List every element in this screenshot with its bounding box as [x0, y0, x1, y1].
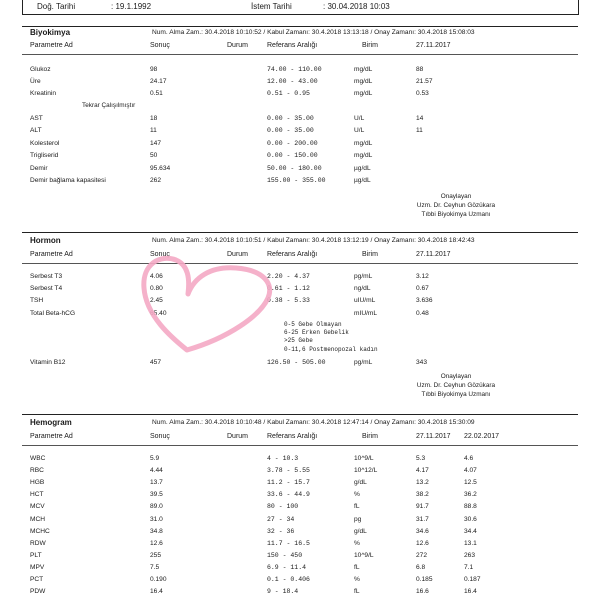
- request-date-label: İstem Tarihi: [251, 2, 292, 11]
- cell-name: MCHC: [30, 527, 50, 535]
- request-date-value: : 30.04.2018 10:03: [323, 2, 390, 11]
- col-ref: Referans Aralığı: [267, 251, 318, 258]
- cell-ref: 11.2 - 15.7: [267, 479, 310, 487]
- section-rule: [22, 414, 578, 415]
- cell-unit: %: [354, 491, 360, 499]
- cell-p2: 263: [464, 551, 476, 559]
- table-row: Demir 95.634 50.00 - 180.00 µg/dL: [30, 165, 371, 172]
- cell-ref: 3.78 - 5.55: [267, 467, 310, 475]
- section-rule: [22, 26, 578, 27]
- section-title: Biyokimya: [30, 28, 71, 37]
- cell-name: MPV: [30, 563, 45, 571]
- cell-unit: g/dL: [354, 527, 367, 535]
- col-ref: Referans Aralığı: [267, 433, 318, 440]
- cell-p1: 0.185: [416, 576, 433, 583]
- cell-p2: 4.6: [464, 455, 474, 462]
- cell-p2: 4.07: [464, 467, 477, 475]
- hcg-ref-note: 6-25 Erken Gebelik: [284, 329, 349, 336]
- table-row: TSH 2.45 0.38 - 5.33 uIU/mL 3.636: [30, 297, 433, 304]
- column-header: [22, 42, 578, 52]
- col-result: Sonuç: [150, 251, 170, 258]
- header-rule: [22, 263, 578, 264]
- cell-unit: %: [354, 576, 360, 583]
- col-status: Durum: [227, 251, 249, 258]
- approver-signature: Onaylayan Uzm. Dr. Ceyhun Gözükara Tıbbi Biyokimya Uzmanı: [416, 193, 496, 218]
- table-row: Glukoz 98 74.00 - 110.00 mg/dL 88: [30, 66, 424, 73]
- cell-value: 4.44: [150, 467, 163, 475]
- cell-unit: fL: [354, 563, 360, 571]
- lab-report-page: [22, 0, 578, 600]
- table-row: [22, 540, 578, 550]
- section-title: Hormon: [30, 236, 61, 245]
- section-times: Num. Alma Zam.: 30.4.2018 10:10:51 / Kabul Zamanı: 30.4.2018 13:12:19 / Onay Zamanı: 30.4.2018 18:42:43: [152, 237, 475, 244]
- table-row: [22, 503, 578, 513]
- cell-unit: 10^12/L: [354, 467, 378, 475]
- patient-info-box: [22, 0, 579, 15]
- table-row: [22, 455, 578, 465]
- cell-ref: 150 - 450: [267, 551, 303, 559]
- cell-p2: 12.5: [464, 479, 477, 487]
- cell-p1: 12.6: [416, 539, 429, 547]
- section-rule: [22, 232, 578, 233]
- cell-ref: 9 - 18.4: [267, 588, 299, 596]
- cell-ref: 33.6 - 44.9: [267, 491, 310, 499]
- cell-name: MCH: [30, 515, 46, 523]
- col-status: Durum: [227, 42, 249, 49]
- cell-name: PCT: [30, 576, 44, 583]
- table-row: Serbest T4 0.80 0.61 - 1.12 ng/dL 0.67: [30, 285, 429, 292]
- cell-value: 34.8: [150, 527, 163, 535]
- header-rule: [22, 54, 578, 55]
- section-title: Hemogram: [30, 418, 72, 427]
- col-ref: Referans Aralığı: [267, 42, 318, 49]
- cell-value: 5.9: [150, 455, 160, 462]
- table-row: [22, 479, 578, 489]
- cell-unit: fL: [354, 588, 360, 596]
- cell-value: 16.4: [150, 588, 163, 596]
- table-row: Trigliserid 50 0.00 - 150.00 mg/dL: [30, 152, 373, 159]
- cell-value: 0.190: [150, 576, 167, 583]
- section-times: Num. Alma Zam.: 30.4.2018 10:10:52 / Kabul Zamanı: 30.4.2018 13:13:18 / Onay Zamanı: 30.4.2018 15:08:03: [152, 29, 475, 36]
- retest-note: Tekrar Çalışılmıştır: [82, 102, 136, 109]
- cell-ref: 80 - 100: [267, 503, 299, 511]
- cell-p1: 34.6: [416, 527, 429, 535]
- table-row: ALT 11 0.00 - 35.00 U/L 11: [30, 127, 423, 134]
- cell-name: RDW: [30, 539, 46, 547]
- table-row: [22, 576, 578, 586]
- table-row: [22, 552, 578, 562]
- cell-ref: 11.7 - 16.5: [267, 539, 310, 547]
- table-row: [22, 528, 578, 538]
- col-name: Parametre Ad: [30, 251, 73, 258]
- cell-ref: 4 - 10.3: [267, 455, 299, 462]
- table-row: Kolesterol 147 0.00 - 200.00 mg/dL: [30, 140, 373, 147]
- col-prev-date-1: 27.11.2017: [416, 433, 451, 440]
- col-name: Parametre Ad: [30, 433, 73, 440]
- cell-p1: 4.17: [416, 467, 429, 475]
- cell-p2: 7.1: [464, 563, 474, 571]
- col-status: Durum: [227, 433, 249, 440]
- cell-name: PDW: [30, 588, 46, 596]
- dob-label: Doğ. Tarihi: [37, 2, 76, 11]
- cell-p1: 5.3: [416, 455, 426, 462]
- approver-signature: Onaylayan Uzm. Dr. Ceyhun Gözükara Tıbbi Biyokimya Uzmanı: [416, 373, 496, 398]
- header-rule: [22, 445, 578, 446]
- column-header: [22, 251, 578, 261]
- cell-p1: 31.7: [416, 515, 429, 523]
- cell-unit: g/dL: [354, 479, 367, 487]
- cell-ref: 6.9 - 11.4: [267, 563, 307, 571]
- cell-p2: 13.1: [464, 539, 477, 547]
- table-row: AST 18 0.00 - 35.00 U/L 14: [30, 115, 424, 122]
- cell-p1: 272: [416, 551, 428, 559]
- cell-value: 13.7: [150, 479, 163, 487]
- cell-ref: 32 - 36: [267, 527, 295, 535]
- col-prev-date: 27.11.2017: [416, 251, 451, 258]
- col-unit: Birim: [362, 42, 378, 49]
- col-unit: Birim: [362, 251, 378, 258]
- cell-p1: 38.2: [416, 491, 429, 499]
- table-row: Vitamin B12 457 126.50 - 505.00 pg/mL 343: [30, 359, 428, 366]
- cell-unit: fL: [354, 503, 360, 511]
- cell-value: 255: [150, 551, 162, 559]
- cell-name: MCV: [30, 503, 45, 511]
- cell-value: 39.5: [150, 491, 163, 499]
- cell-p2: 34.4: [464, 527, 477, 535]
- cell-p1: 16.6: [416, 588, 429, 596]
- table-row: [22, 516, 578, 526]
- cell-name: HGB: [30, 479, 45, 487]
- table-row: Total Beta-hCG 65.40 mIU/mL 0.48: [30, 310, 429, 317]
- table-row: Üre 24.17 12.00 - 43.00 mg/dL 21.57: [30, 78, 433, 85]
- cell-p2: 88.8: [464, 503, 477, 511]
- column-header: [22, 433, 578, 443]
- cell-p1: 6.8: [416, 563, 426, 571]
- cell-p2: 30.6: [464, 515, 477, 523]
- cell-p2: 0.187: [464, 576, 481, 583]
- hcg-ref-note: >25 Gebe: [284, 337, 313, 344]
- col-result: Sonuç: [150, 433, 170, 440]
- cell-value: 12.6: [150, 539, 163, 547]
- hcg-ref-note: 0-5 Gebe Olmayan: [284, 321, 342, 328]
- cell-ref: 27 - 34: [267, 515, 295, 523]
- table-row: [22, 564, 578, 574]
- hcg-ref-note: 0-11,6 Postmenopozal kadın: [284, 346, 378, 353]
- cell-name: RBC: [30, 467, 44, 475]
- table-row: Kreatinin 0.51 0.51 - 0.95 mg/dL 0.53: [30, 90, 429, 97]
- table-row: [22, 467, 578, 477]
- cell-p2: 16.4: [464, 588, 477, 596]
- cell-ref: 0.1 - 0.406: [267, 576, 310, 583]
- cell-value: 31.0: [150, 515, 163, 523]
- cell-value: 7.5: [150, 563, 160, 571]
- cell-p1: 13.2: [416, 479, 429, 487]
- cell-name: HCT: [30, 491, 44, 499]
- cell-name: WBC: [30, 455, 46, 462]
- col-result: Sonuç: [150, 42, 170, 49]
- table-row: Demir bağlama kapasitesi 262 155.00 - 355.00 µg/dL: [30, 177, 371, 184]
- section-times: Num. Alma Zam.: 30.4.2018 10:10:48 / Kabul Zamanı: 30.4.2018 12:47:14 / Onay Zamanı: 30.4.2018 15:30:09: [152, 419, 475, 426]
- col-unit: Birim: [362, 433, 378, 440]
- col-prev-date-2: 22.02.2017: [464, 433, 500, 440]
- cell-unit: 10^9/L: [354, 455, 374, 462]
- col-prev-date: 27.11.2017: [416, 42, 451, 49]
- cell-p1: 91.7: [416, 503, 429, 511]
- table-row: [22, 588, 578, 598]
- cell-unit: pg: [354, 515, 362, 523]
- dob-value: : 19.1.1992: [111, 2, 152, 11]
- cell-value: 89.0: [150, 503, 163, 511]
- col-name: Parametre Ad: [30, 42, 73, 49]
- cell-name: PLT: [30, 551, 42, 559]
- cell-unit: 10^9/L: [354, 551, 374, 559]
- cell-p2: 36.2: [464, 491, 477, 499]
- table-row: [22, 491, 578, 501]
- table-row: Serbest T3 4.06 2.20 - 4.37 pg/mL 3.12: [30, 273, 429, 280]
- cell-unit: %: [354, 539, 360, 547]
- heart-doodle: [132, 238, 282, 368]
